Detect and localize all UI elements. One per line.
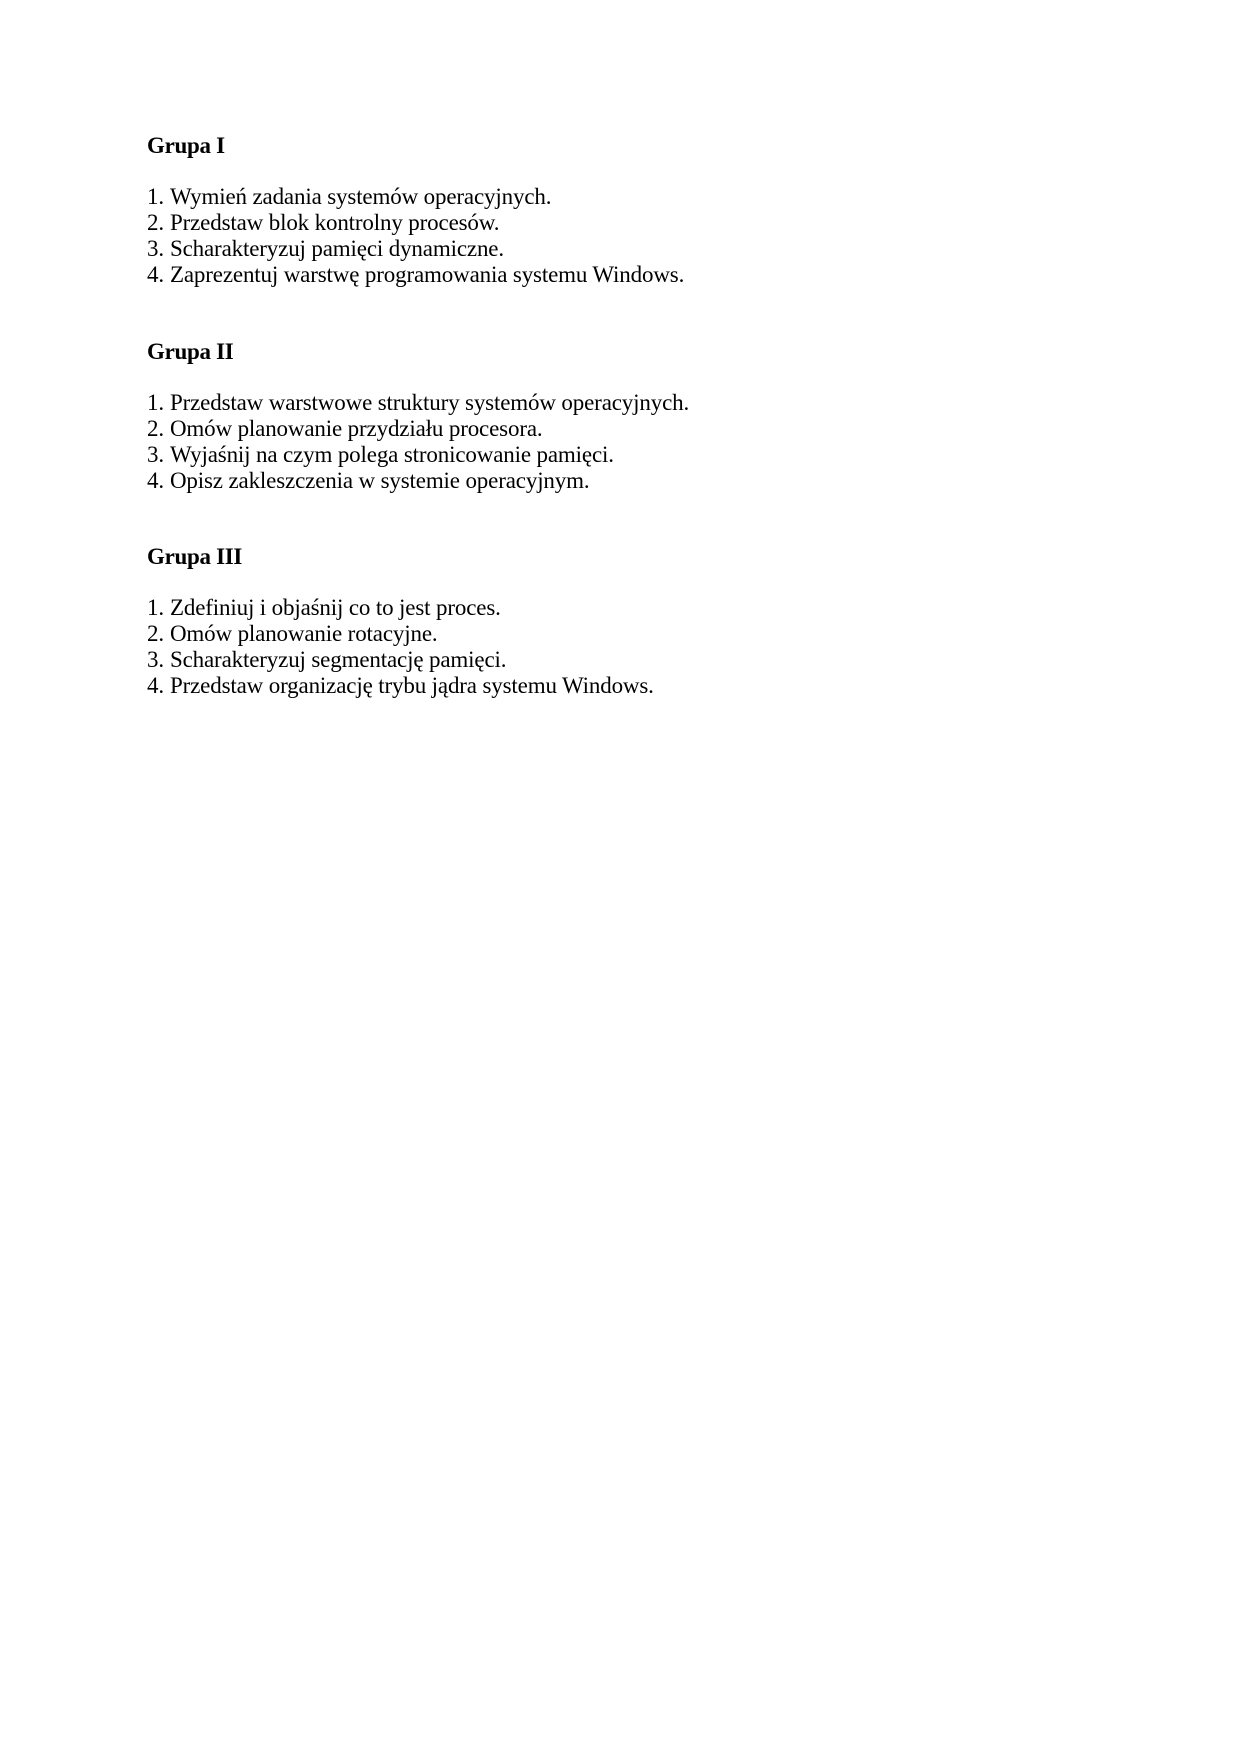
- group-section-2: [147, 338, 1047, 493]
- question-item: [147, 621, 654, 647]
- question-number: 3.: [147, 442, 164, 467]
- question-text: Zaprezentuj warstwę programowania systemu Windows.: [169, 262, 685, 287]
- question-list: [147, 184, 684, 288]
- question-item: [147, 673, 654, 699]
- question-number: 2.: [147, 416, 164, 441]
- question-item: [147, 468, 689, 494]
- question-text: Przedstaw organizację trybu jądra systemu Windows.: [169, 673, 654, 698]
- group-heading: Grupa I: [147, 133, 225, 158]
- question-number: 1.: [147, 390, 164, 415]
- question-item: [147, 647, 654, 673]
- group-section-1: [147, 132, 1047, 287]
- question-number: 1.: [147, 184, 164, 209]
- question-number: 1.: [147, 595, 164, 620]
- question-number: 3.: [147, 236, 164, 261]
- question-item: [147, 442, 689, 468]
- question-number: 4.: [147, 262, 164, 287]
- question-text: Omów planowanie przydziału procesora.: [169, 416, 543, 441]
- question-item: [147, 262, 684, 288]
- group-heading: Grupa II: [147, 339, 234, 364]
- question-list: [147, 390, 689, 494]
- question-number: 4.: [147, 673, 164, 698]
- question-text: Wyjaśnij na czym polega stronicowanie pamięci.: [169, 442, 614, 467]
- question-text: Scharakteryzuj pamięci dynamiczne.: [169, 236, 504, 261]
- question-item: [147, 236, 684, 262]
- question-item: [147, 595, 654, 621]
- question-number: 3.: [147, 647, 164, 672]
- question-text: Opisz zakleszczenia w systemie operacyjnym.: [169, 468, 590, 493]
- question-number: 2.: [147, 621, 164, 646]
- question-text: Przedstaw blok kontrolny procesów.: [169, 210, 500, 235]
- question-number: 4.: [147, 468, 164, 493]
- question-item: [147, 416, 689, 442]
- question-item: [147, 210, 684, 236]
- group-section-3: [147, 543, 1047, 698]
- question-list: [147, 595, 654, 699]
- question-text: Wymień zadania systemów operacyjnych.: [169, 184, 552, 209]
- question-number: 2.: [147, 210, 164, 235]
- question-text: Przedstaw warstwowe struktury systemów operacyjnych.: [169, 390, 690, 415]
- group-heading: Grupa III: [147, 544, 243, 569]
- question-text: Zdefiniuj i objaśnij co to jest proces.: [169, 595, 501, 620]
- question-item: [147, 390, 689, 416]
- question-text: Scharakteryzuj segmentację pamięci.: [169, 647, 507, 672]
- question-text: Omów planowanie rotacyjne.: [169, 621, 438, 646]
- question-item: [147, 184, 684, 210]
